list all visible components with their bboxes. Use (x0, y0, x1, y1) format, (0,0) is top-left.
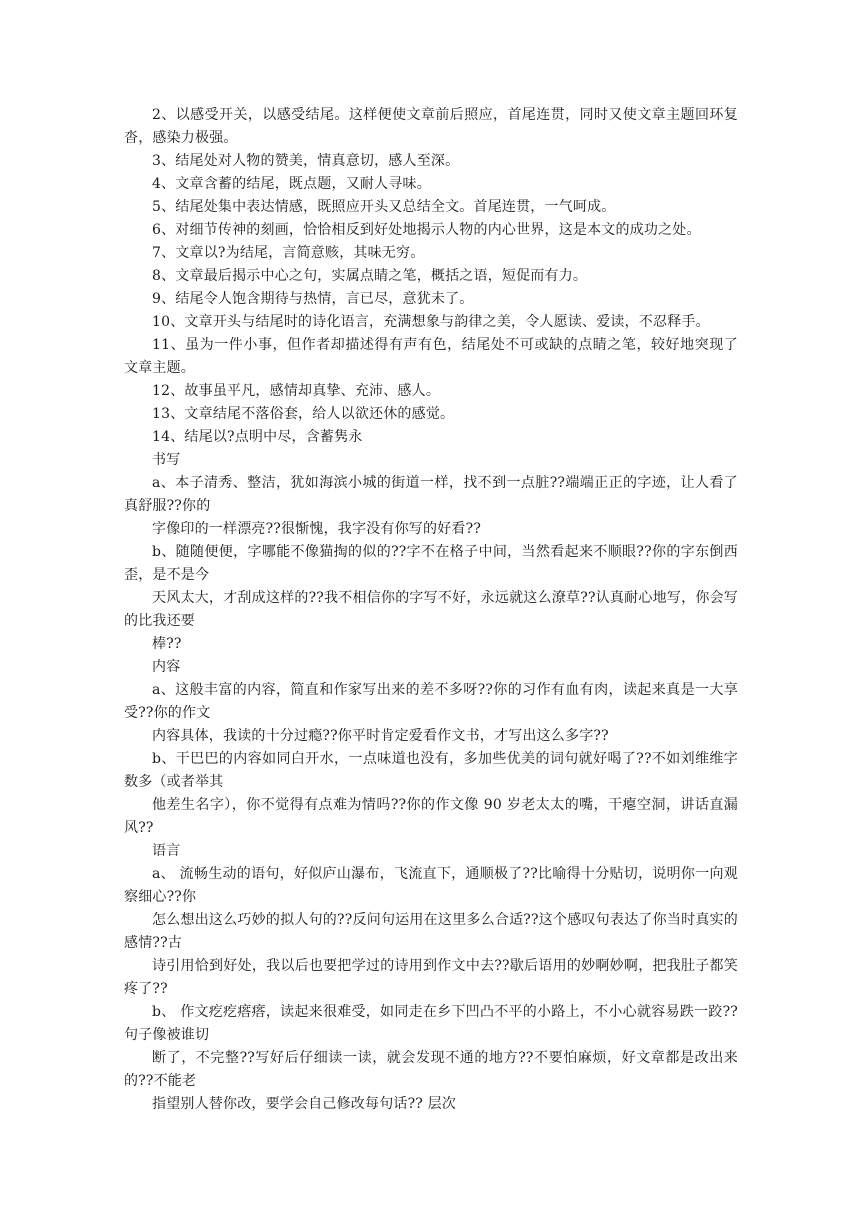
paragraph: 他差生名字），你不觉得有点难为情吗??你的作文像 90 岁老太太的嘴，干瘪空洞，讲话直漏风?? (124, 797, 738, 836)
paragraph: 9、结尾令人饱含期待与热情，言已尽，意犹未了。 (152, 291, 474, 307)
paragraph: 5、结尾处集中表达情感，既照应开头又总结全文。首尾连贯，一气呵成。 (152, 199, 616, 215)
paragraph: 4、文章含蓄的结尾，既点题，又耐人寻味。 (152, 176, 431, 192)
paragraph: a、本子清秀、整洁，犹如海滨小城的街道一样，找不到一点脏??端端正正的字迹，让人看了真舒服??你的 (124, 475, 738, 514)
paragraph: 8、文章最后揭示中心之句，实属点睛之笔，概括之语，短促而有力。 (152, 268, 588, 284)
paragraph: a、这般丰富的内容，简直和作家写出来的差不多呀??你的习作有血有肉，读起来真是一大享受??你的作文 (124, 682, 738, 721)
paragraph: 6、对细节传神的刻画，恰恰相反到好处地揭示人物的内心世界，这是本文的成功之处。 (152, 222, 701, 238)
paragraph: 怎么想出这么巧妙的拟人句的??反问句运用在这里多么合适??这个感叹句表达了你当时真实的感情??古 (124, 912, 738, 951)
paragraph: 7、文章以?为结尾，言简意赅，其味无穷。 (152, 245, 425, 261)
paragraph: 断了，不完整??写好后仔细读一读，就会发现不通的地方??不要怕麻烦，好文章都是改出来的??不能老 (124, 1050, 738, 1089)
paragraph: 天风太大，才刮成这样的??我不相信你的字写不好，永远就这么潦草??认真耐心地写，你会写的比我还要 (124, 590, 738, 629)
paragraph: 13、文章结尾不落俗套，给人以欲还休的感觉。 (152, 406, 455, 422)
paragraph: 10、文章开头与结尾时的诗化语言，充满想象与韵律之美，令人愿读、爱读，不忍释手。 (152, 314, 710, 330)
paragraph: b、 作文疙疙瘩瘩，读起来很难受，如同走在乡下凹凸不平的小路上，不小心就容易跌一跤??句子像被谁切 (124, 1004, 738, 1043)
section-heading: 语言 (152, 843, 181, 859)
paragraph: 3、结尾处对人物的赞美，情真意切，感人至深。 (152, 153, 460, 169)
section-heading: 书写 (152, 452, 181, 468)
paragraph: a、 流畅生动的语句，好似庐山瀑布，飞流直下，通顺极了??比喻得十分贴切，说明你一向观察细心??你 (124, 866, 738, 905)
paragraph: 棒?? (152, 636, 182, 652)
document-body (124, 104, 738, 1116)
paragraph: b、随随便便，字哪能不像猫掏的似的??字不在格子中间，当然看起来不顺眼??你的字东倒西歪，是不是今 (124, 544, 738, 583)
paragraph: 11、虽为一件小事，但作者却描述得有声有色，结尾处不可或缺的点睛之笔，较好地突现了文章主题。 (124, 337, 738, 376)
paragraph: 12、故事虽平凡，感情却真挚、充沛、感人。 (152, 383, 441, 399)
paragraph: 字像印的一样漂亮??很惭愧，我字没有你写的好看?? (152, 521, 482, 537)
paragraph: 内容具体，我读的十分过瘾??你平时肯定爱看作文书，才写出这么多字?? (152, 728, 609, 744)
section-heading: 内容 (152, 659, 181, 675)
paragraph: 14、结尾以?点明中尽，含蓄隽永 (152, 429, 363, 445)
paragraph: b、干巴巴的内容如同白开水，一点味道也没有，多加些优美的词句就好喝了??不如刘维维字数多（或者举其 (124, 751, 738, 790)
paragraph: 2、以感受开关，以感受结尾。这样便使文章前后照应，首尾连贯，同时又使文章主题回环复沓，感染力极强。 (124, 107, 738, 146)
paragraph: 指望别人替你改，要学会自己修改每句话?? 层次 (152, 1096, 457, 1112)
paragraph: 诗引用恰到好处，我以后也要把学过的诗用到作文中去??歇后语用的妙啊妙啊，把我肚子都笑疼了?? (124, 958, 738, 997)
